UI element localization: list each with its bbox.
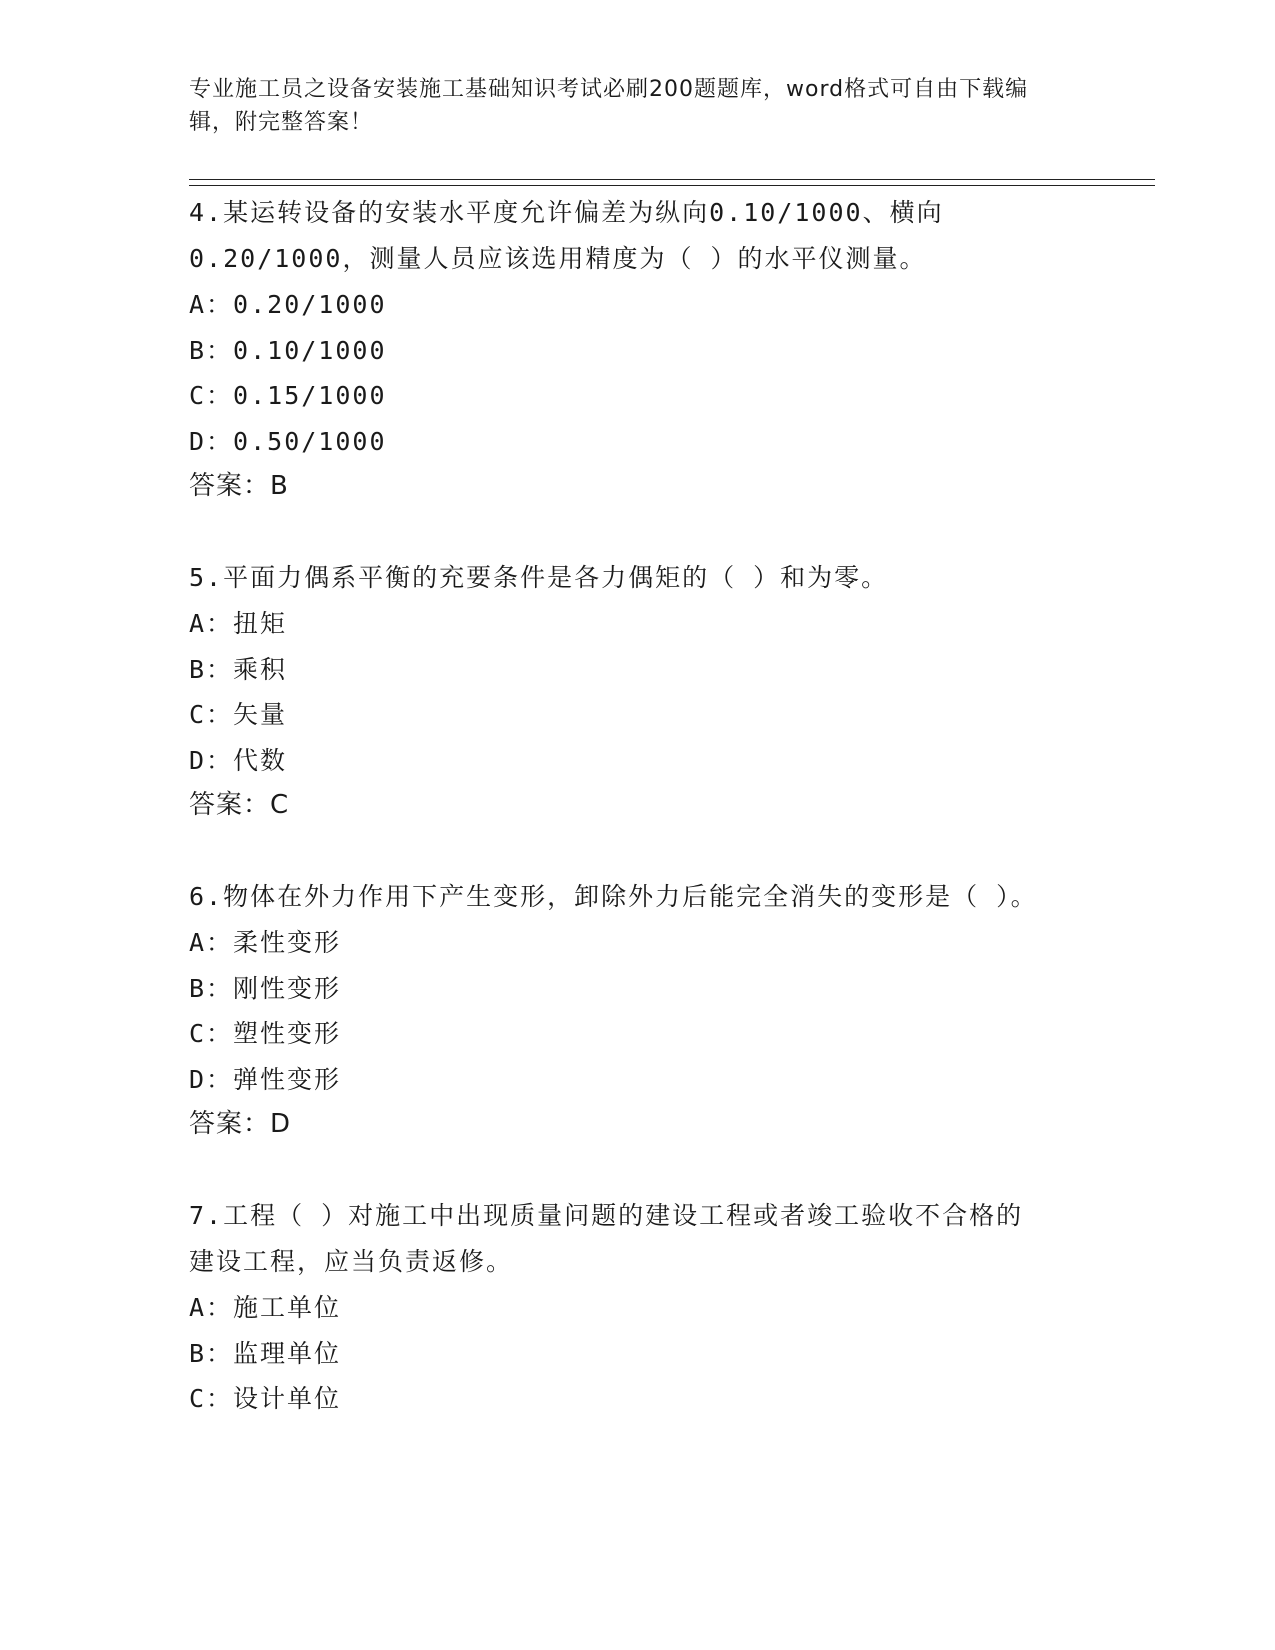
answer: 答案：C bbox=[189, 790, 290, 820]
option-a: A：柔性变形 bbox=[189, 928, 342, 957]
option-c: C：设计单位 bbox=[189, 1384, 342, 1413]
question-7 bbox=[189, 1193, 1089, 1422]
option-b: B：刚性变形 bbox=[189, 973, 342, 1003]
header-divider-top bbox=[189, 179, 1155, 180]
question-4 bbox=[189, 190, 1089, 509]
question-text: 6.物体在外力作用下产生变形，卸除外力后能完全消失的变形是（ ）。 bbox=[189, 882, 1038, 911]
option-b: B：乘积 bbox=[189, 654, 288, 684]
option-b: B：0.10/1000 bbox=[189, 335, 387, 365]
answer: 答案：B bbox=[189, 471, 289, 501]
question-5 bbox=[189, 555, 1089, 828]
question-text: 4.某运转设备的安装水平度允许偏差为纵向0.10/1000、横向0.20/1000，测量人员应该选用精度为（ ）的水平仪测量。 bbox=[189, 198, 944, 273]
answer: 答案：D bbox=[189, 1109, 292, 1139]
option-b: B：监理单位 bbox=[189, 1338, 342, 1368]
option-a: A：扭矩 bbox=[189, 609, 288, 638]
question-6 bbox=[189, 874, 1089, 1147]
question-list bbox=[189, 190, 1089, 1468]
document-title: 专业施工员之设备安装施工基础知识考试必刷200题题库，word格式可自由下载编辑，附完整答案！ bbox=[189, 77, 1029, 135]
option-d: D：弹性变形 bbox=[189, 1064, 342, 1094]
option-c: C：0.15/1000 bbox=[189, 381, 387, 410]
header-divider-bottom bbox=[189, 185, 1155, 186]
option-a: A：施工单位 bbox=[189, 1293, 342, 1322]
option-d: D：代数 bbox=[189, 745, 288, 775]
option-a: A：0.20/1000 bbox=[189, 290, 387, 319]
option-c: C：矢量 bbox=[189, 700, 288, 729]
option-d: D：0.50/1000 bbox=[189, 426, 387, 456]
question-text: 5.平面力偶系平衡的充要条件是各力偶矩的（ ）和为零。 bbox=[189, 563, 889, 592]
question-text: 7.工程（ ）对施工中出现质量问题的建设工程或者竣工验收不合格的建设工程，应当负责返修。 bbox=[189, 1201, 1024, 1276]
option-c: C：塑性变形 bbox=[189, 1019, 342, 1048]
